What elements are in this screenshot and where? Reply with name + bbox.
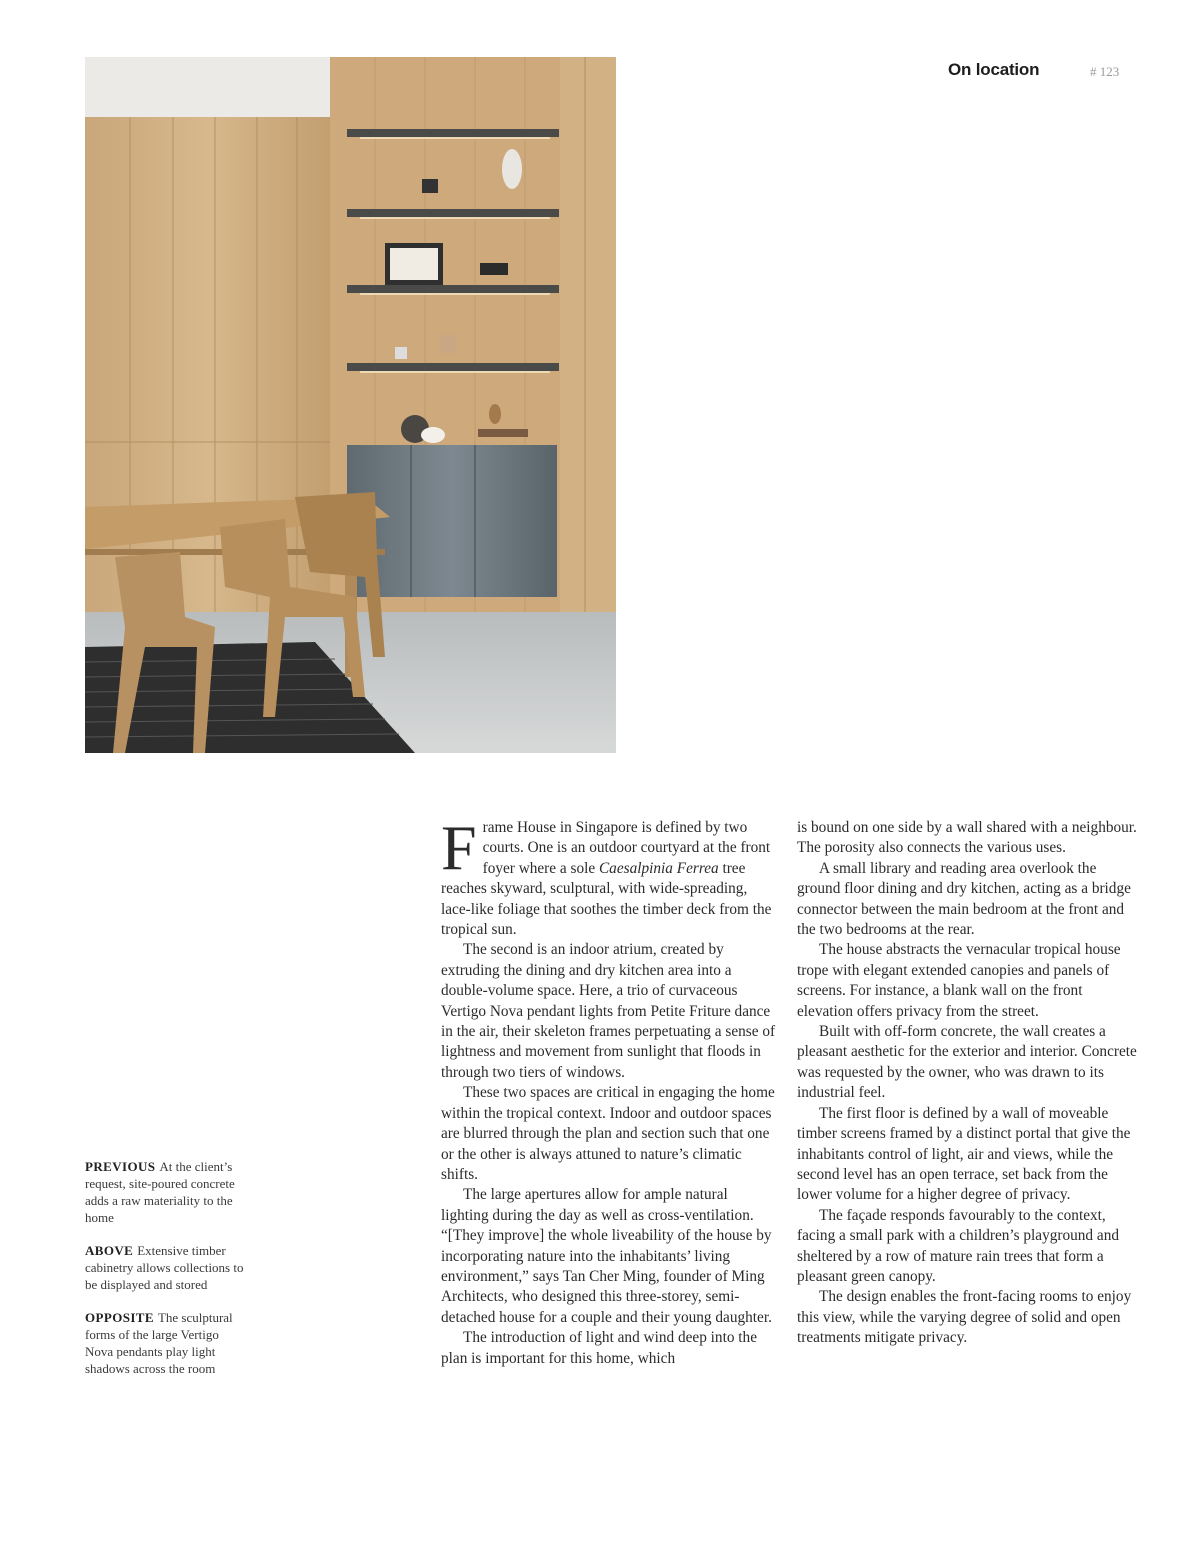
- article-column-2: [797, 818, 1137, 1349]
- caption-text: The sculptural forms of the large Vertigo Nova pendants play light shadows across the room: [85, 1310, 233, 1376]
- interior-photo-illustration: [85, 57, 616, 753]
- caption-keyword: OPPOSITE: [85, 1310, 154, 1325]
- caption-text: At the client’s request, site-poured concrete adds a raw materiality to the home: [85, 1159, 235, 1225]
- article-paragraph: The design enables the front-facing rooms to enjoy this view, while the varying degree of solid and open treatments mitigate privacy.: [797, 1288, 1132, 1347]
- caption-above: [85, 1242, 250, 1293]
- article-paragraph: is bound on one side by a wall shared with a neighbour. The porosity also connects the various uses.: [797, 819, 1137, 857]
- article-paragraph: The first floor is defined by a wall of moveable timber screens framed by a distinct portal that give the inhabitants control of light, air and views, while the second level has an open terrace, set back from the lower volume for a higher degree of privacy.: [797, 1104, 1131, 1204]
- interior-photo: [85, 57, 616, 753]
- article-paragraph: [441, 812, 777, 940]
- article-paragraph: The house abstracts the vernacular tropical house trope with elegant extended canopies and panels of screens. For instance, a blank wall on the front elevation offers privacy from the street.: [797, 941, 1121, 1020]
- caption-text: Extensive timber cabinetry allows collections to be displayed and stored: [85, 1243, 244, 1292]
- photo-captions: [85, 1158, 250, 1393]
- section-label: On location: [948, 60, 1040, 79]
- article-paragraph: The large apertures allow for ample natural lighting during the day as well as cross-ventilation. “[They improve] the whole liveability of the house by incorporating nature into the inhabitants’ living environment,” says Tan Cher Ming, founder of Ming Architects, who designed this three-storey, semi-detached house for a couple and their young daughter.: [441, 1186, 772, 1326]
- caption-previous: [85, 1158, 250, 1226]
- caption-keyword: ABOVE: [85, 1243, 134, 1258]
- article-paragraph: The façade responds favourably to the context, facing a small park with a children’s playground and sheltered by a row of mature rain trees that form a pleasant green canopy.: [797, 1206, 1119, 1285]
- page-number: # 123: [1090, 64, 1120, 79]
- caption-keyword: PREVIOUS: [85, 1159, 156, 1174]
- paragraph-text: rame House in Singapore is defined by two courts. One is an outdoor courtyard at the front foyer where a sole: [482, 819, 771, 877]
- article-column-1: [441, 812, 777, 1369]
- article-paragraph: A small library and reading area overlook the ground floor dining and dry kitchen, acting as a bridge connector between the main bedroom at the front and the two bedrooms at the rear.: [797, 859, 1131, 939]
- drop-cap: F: [441, 812, 477, 883]
- species-name: Caesalpinia Ferrea: [598, 859, 719, 877]
- article-paragraph: Built with off-form concrete, the wall creates a pleasant aesthetic for the exterior and interior. Concrete was requested by the owner, who was drawn to its industrial feel.: [797, 1023, 1137, 1102]
- article-paragraph: The second is an indoor atrium, created by extruding the dining and dry kitchen area into a double-volume space. Here, a trio of curvaceous Vertigo Nova pendant lights from Petite Friture dance in the air, their skeleton frames perpetuating a sense of lightness and movement from sunlight that floods in through two tiers of windows.: [441, 941, 776, 1081]
- caption-opposite: [85, 1309, 250, 1377]
- article-paragraph: These two spaces are critical in engaging the home within the tropical context. Indoor and outdoor spaces are blurred through the plan and section such that one or the other is always attuned to nature’s climatic shifts.: [441, 1084, 775, 1183]
- paragraph-text: tree reaches skyward, sculptural, with wide-spreading, lace-like foliage that soothes the timber deck from the tropical sun.: [441, 859, 772, 939]
- article-paragraph: The introduction of light and wind deep into the plan is important for this home, which: [441, 1329, 757, 1367]
